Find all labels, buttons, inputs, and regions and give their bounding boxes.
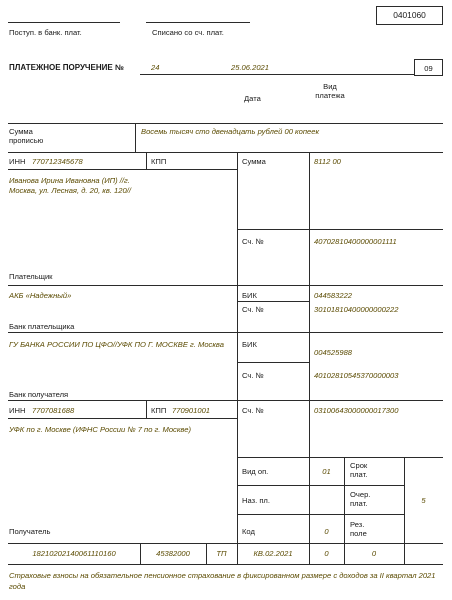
code-label: Код xyxy=(242,527,255,536)
payer-bank-right-divider xyxy=(237,285,238,332)
payee-bank-name: ГУ БАНКА РОССИИ ПО ЦФО//УФК ПО Г. МОСКВЕ г. Москва xyxy=(9,340,224,349)
tax-row-top xyxy=(8,543,443,544)
payer-bank-value-divider xyxy=(309,285,310,332)
tax-kbk: 18210202140061110160 xyxy=(32,549,116,558)
payee-right-divider xyxy=(237,400,238,543)
received-line xyxy=(8,22,120,23)
date-label: Дата xyxy=(244,94,261,103)
payee-kpp: 770901001 xyxy=(172,406,211,415)
payer-inn-kpp-divider xyxy=(146,152,147,169)
payer-amount-label: Сумма xyxy=(242,157,266,166)
payer-account: 40702810400000001111 xyxy=(314,237,397,246)
payee-name: УФК по г. Москве (ИФНС России № 7 по г. Москве) xyxy=(9,425,191,434)
payee-bank-bik: 004525988 xyxy=(314,348,353,357)
payee-bank-right-divider xyxy=(237,332,238,400)
payer-bank-bik-bottom xyxy=(237,301,309,302)
payee-bank-label: Банк получателя xyxy=(9,390,69,399)
details-mid-divider xyxy=(344,457,345,543)
payee-inn-kpp-divider xyxy=(146,400,147,418)
payee-account: 03100643000000017300 xyxy=(314,406,399,415)
tax-doc-date: 0 xyxy=(371,549,377,558)
term-label: Срок плат. xyxy=(350,461,368,479)
payer-top xyxy=(8,152,443,153)
form-code: 0401060 xyxy=(393,10,426,20)
tax-doc-number: 0 xyxy=(324,549,329,558)
payer-bank-label: Банк плательщика xyxy=(9,322,75,331)
payer-amount: 8112 00 xyxy=(314,157,341,166)
payer-bank-account: 30101810400000000222 xyxy=(314,305,399,314)
payee-label: Получатель xyxy=(9,527,51,536)
received-label: Поступ. в банк. плат. xyxy=(9,28,82,37)
details-row2-bottom xyxy=(237,514,404,515)
op-type: 01 xyxy=(322,467,331,476)
payee-inn: 7707081688 xyxy=(32,406,75,415)
payer-bank-bik-label: БИК xyxy=(242,291,257,300)
payee-top xyxy=(8,400,443,401)
purpose-text: Страховые взносы на обязательное пенсионное страхование в фиксированном размере с доходов за II квартал 2021 года xyxy=(9,571,436,591)
amount-words-divider xyxy=(135,123,136,152)
payee-kpp-label: КПП xyxy=(151,406,167,415)
date-line xyxy=(228,74,308,75)
payee-bank-top xyxy=(8,332,443,333)
payee-bank-account: 40102810545370000003 xyxy=(314,371,399,380)
payer-inn-label: ИНН xyxy=(9,157,26,166)
number-line xyxy=(140,74,228,75)
tax-oktmo: 45382000 xyxy=(156,549,190,558)
payer-label: Плательщик xyxy=(9,272,53,281)
payee-bank-account-label: Сч. № xyxy=(242,371,264,380)
payee-bank-bik-bottom xyxy=(237,362,309,363)
payer-value-divider xyxy=(309,152,310,285)
op-type-label: Вид оп. xyxy=(242,467,269,476)
status-code: 09 xyxy=(424,64,433,73)
debited-label: Списано со сч. плат. xyxy=(152,28,224,37)
tax-div-6 xyxy=(404,543,405,564)
payer-bank-account-label: Сч. № xyxy=(242,305,264,314)
payer-bank-top xyxy=(8,285,443,286)
payer-bank-name: АКБ «Надежный» xyxy=(9,291,72,300)
code-value: 0 xyxy=(324,527,329,536)
payer-bank-bik: 044583222 xyxy=(314,291,353,300)
inn-row-bottom xyxy=(8,169,237,170)
payment-type-label: Вид платежа xyxy=(315,82,345,100)
type-line xyxy=(308,74,414,75)
reserve-label: Рез. поле xyxy=(350,520,367,538)
payer-inn: 770712345678 xyxy=(32,157,83,166)
amount-words-label: Сумма прописью xyxy=(9,127,44,145)
payee-inn-label: ИНН xyxy=(9,406,26,415)
details-row1-bottom xyxy=(237,485,404,486)
payee-bank-value-divider xyxy=(309,332,310,400)
payer-account-label: Сч. № xyxy=(242,237,264,246)
tax-basis: ТП xyxy=(216,549,227,558)
payee-account-bottom xyxy=(237,457,443,458)
tax-period: КВ.02.2021 xyxy=(253,549,293,558)
document-number: 24 xyxy=(151,63,160,72)
payer-kpp-label: КПП xyxy=(151,157,167,166)
payee-account-label: Сч. № xyxy=(242,406,264,415)
payee-inn-row-bottom xyxy=(8,418,237,419)
purpose-code-label: Наз. пл. xyxy=(242,496,270,505)
document-date: 25.06.2021 xyxy=(231,63,270,72)
payee-bank-bik-label: БИК xyxy=(242,340,257,349)
order-value: 5 xyxy=(421,496,426,505)
amount-words-top xyxy=(8,123,443,124)
order-label: Очер. плат. xyxy=(350,490,371,508)
purpose-top xyxy=(8,564,443,565)
payer-amount-bottom xyxy=(237,229,443,230)
debited-line xyxy=(146,22,250,23)
payer-right-divider xyxy=(237,152,238,285)
payer-name: Иванова Ирина Ивановна (ИП) //г. Москва, ул. Лесная, д. 20, кв. 120// xyxy=(9,176,131,195)
amount-words-value: Восемь тысяч сто двенадцать рублей 00 копеек xyxy=(141,127,320,136)
document-title: ПЛАТЕЖНОЕ ПОРУЧЕНИЕ № xyxy=(9,63,124,72)
